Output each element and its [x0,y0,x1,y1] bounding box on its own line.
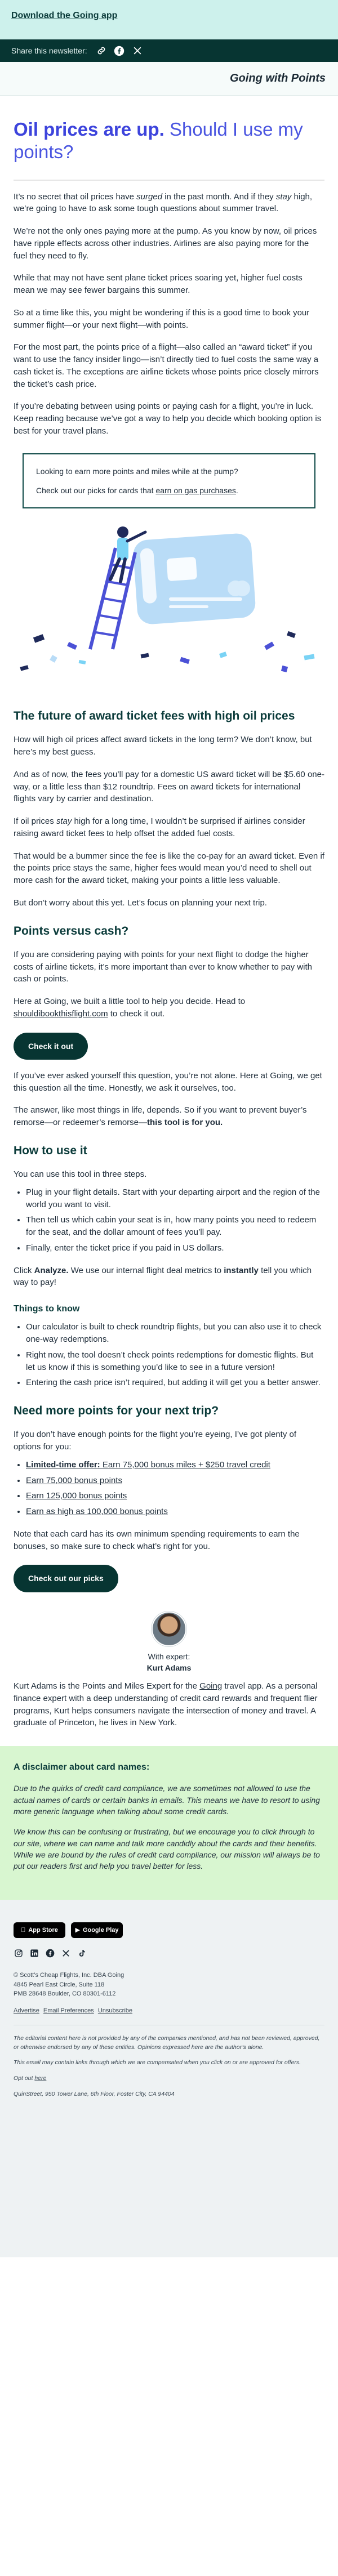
quinstreet-address: QuinStreet, 950 Tower Lane, 6th Floor, Foster City, CA 94404 [14,2090,175,2097]
expert-block [0,1611,338,1674]
section-title-award-fees: The future of award ticket fees with high oil prices [14,709,295,723]
footer-links [14,2007,324,2016]
footer [0,1900,338,2257]
how-to-use-intro: You can use this tool in three steps. [14,1169,147,1180]
opt-out-line: Opt out here [14,2075,47,2082]
social-links [14,1948,324,1958]
going-link[interactable]: Going [199,1681,223,1691]
x-twitter-icon[interactable] [61,1948,71,1958]
disclaimer-paragraph-2: We know this can be confusing or frustrating, but we encourage you to click through to our site, where we can name and talk more candidly about the cards and their benefits. While we are bound by the rules of credit card compliance, our mission will always be to put our readers first and help you travel better for less. [14,1827,320,1871]
apple-icon [21,1926,25,1935]
points-vs-cash-paragraph-4: The answer, like most things in life, depends. So if you want to prevent buyer’s remorse—or redeemer’s remorse—this tool is for you. [14,1105,307,1128]
award-fees-paragraph-4: That would be a bummer since the fee is like the co-pay for an award ticket. Even if the points price stays the same, higher fees would mean you’d need to shell out more cash for the award ticket, making your points a little less valuable. [14,851,324,886]
facebook-icon[interactable] [45,1948,55,1958]
callout-line-1: Looking to earn more points and miles while at the pump? [36,466,238,476]
card-graphic [132,533,256,625]
address-line-2: PMB 28648 Boulder, CO 80301-6112 [14,1990,116,1998]
award-fees-paragraph-1: How will high oil prices affect award tickets in the long term? We don’t know, but here’s my best guess. [14,735,312,757]
google-play-badge[interactable]: ▶ Google Play [71,1922,123,1938]
list-item [26,1459,324,1471]
brand-name: Going with Points [230,72,326,84]
list-item: • Our calculator is built to check roundtrip flights, but you can also use it to check one-way redemptions. [26,1321,324,1346]
list-item [26,1506,324,1518]
section-title-how-to-use: How to use it [14,1144,87,1157]
check-out-our-picks-button[interactable]: Check out our picks [14,1565,118,1592]
instagram-icon[interactable] [14,1948,24,1958]
credit-card-illustration [0,525,338,694]
address-line-1: 4845 Pearl East Circle, Suite 118 [14,1981,105,1988]
disclaimer-paragraph-1: Due to the quirks of credit card compliance, we are sometimes not allowed to use the actual names of cards or certain banks in emails. This means we have to resort to using more generic language when talking about some credit cards. [14,1784,320,1816]
award-fees-paragraph-5: But don’t worry about this yet. Let’s focus on planning your next trip. [14,898,267,908]
gas-purchases-link[interactable]: earn on gas purchases [155,485,236,495]
company-name: © Scott’s Cheap Flights, Inc. DBA Going [14,1972,124,1979]
app-store-badges [14,1922,324,1938]
tool-site-link[interactable]: shouldibookthisflight.com [14,1008,108,1019]
more-points-intro: If you don’t have enough points for the flight you’re eyeing, I’ve got plenty of options for you: [14,1430,296,1452]
expert-label: With expert: [148,1651,190,1661]
app-store-badge[interactable]: App Store [14,1922,65,1938]
award-fees-paragraph-2: And as of now, the fees you’ll pay for a domestic US award ticket will be $5.60 one-way, or a little less than $12 roundtrip. Fees on award tickets for international flights vary by carrier and destination. [14,769,324,804]
app-download-banner [0,0,338,39]
section-title-points-vs-cash: Points versus cash? [14,924,129,937]
offer-link-3[interactable]: Earn 125,000 bonus points [26,1491,127,1501]
list-item [26,1490,324,1502]
how-to-use-section [0,1144,338,1289]
intro-section [0,191,338,437]
points-vs-cash-paragraph-3: If you’ve ever asked yourself this question, you’re not alone. Here at Going, we get this question all the time. Honestly, we ask it ourselves, too. [14,1070,322,1093]
company-address [14,1971,324,1999]
editorial-note: The editorial content here is not provided by any of the companies mentioned, and has not been reviewed, approved, or otherwise endorsed by any of these entities. Opinions expressed here are the author’s alone. [14,2034,320,2051]
intro-paragraph-4: So at a time like this, you might be wondering if this is a good time to book your summer flight—or your next flight—with points. [14,307,310,330]
things-to-know-list [14,1321,324,1389]
expert-bio: Kurt Adams is the Points and Miles Expert for the Going travel app. As a personal finance expert with a deep understanding of credit card rewards and frequent flier programs, Kurt helps consumers navigate the intersection of money and travel. A graduate of Princeton, he lives in New York. [14,1681,318,1728]
expert-name: Kurt Adams [146,1663,192,1672]
offer-link-1[interactable]: Limited-time offer: Earn 75,000 bonus miles + $250 travel credit [26,1459,270,1470]
divider [14,180,324,181]
x-twitter-icon[interactable] [131,44,144,57]
compensation-note: This email may contain links through which we are compensated when you click on or are approved for offers. [14,2059,301,2066]
points-vs-cash-paragraph-2: Here at Going, we built a little tool to help you decide. Head to shouldibookthisflight.com to check it out. [14,997,246,1019]
unsubscribe-link[interactable]: Unsubscribe [97,2007,132,2014]
play-icon: ▶ [75,1926,80,1934]
offers-list [14,1459,324,1518]
intro-paragraph-2: We’re not the only ones paying more at the pump. As you know by now, oil prices have ripple effects across other industries. Airlines are also paying more for the fuel they need to fly. [14,226,317,261]
intro-paragraph-1: It’s no secret that oil prices have surged in the past month. And if they stay high, we’re going to have to ask some tough questions about summer travel. [14,191,313,214]
offer-link-2[interactable]: Earn 75,000 bonus points [26,1475,122,1485]
award-fees-paragraph-3: If oil prices stay high for a long time, I wouldn’t be surprised if airlines consider raising award ticket fees to help offset the added fuel costs. [14,816,305,838]
facebook-icon[interactable] [113,44,126,57]
link-icon[interactable] [95,44,108,57]
award-fees-section [0,709,338,909]
opt-out-link[interactable]: here [34,2075,47,2082]
ladder-graphic [90,548,135,649]
list-item [26,1475,324,1487]
download-app-link[interactable]: Download the Going app [11,11,118,20]
list-item: • Entering the cash price isn’t required, but adding it will get you a better answer. [26,1377,324,1389]
list-item: • Then tell us which cabin your seat is in, how many points you need to redeem for the seat, and the dollar amount of fees you’ll pay. [26,1214,324,1239]
share-bar [0,39,338,62]
intro-paragraph-6: If you’re debating between using points or paying cash for a flight, you’re in luck. Keep reading because we’ve got a way to help you decide which booking option is best for your travel plans. [14,401,322,436]
avatar [152,1611,186,1646]
headline-rest: Should I use my points? [14,119,303,163]
section-title-things-to-know: Things to know [14,1304,80,1314]
steps-list [14,1186,324,1254]
headline [0,96,338,164]
confetti [20,631,314,672]
points-vs-cash-paragraph-1: If you are considering paying with points for your next flight to dodge the higher costs of airline tickets, it’s more important than ever to know whether to pay with cash or points. [14,949,312,984]
points-vs-cash-section [0,924,338,1129]
list-item: • Plug in your flight details. Start with your departing airport and the region of the world you want to visit. [26,1186,324,1211]
gas-cards-callout [23,453,315,509]
headline-bold: Oil prices are up. [14,119,164,140]
disclaimer-title: A disclaimer about card names: [14,1762,150,1773]
list-item: • Right now, the tool doesn’t check points redemptions for domestic flights. But let us know if this is something you’d like to see in a future version! [26,1349,324,1374]
analyze-paragraph: Click Analyze. We use our internal flight deal metrics to instantly tell you which way to pay! [14,1265,312,1288]
section-title-more-points: Need more points for your next trip? [14,1404,219,1418]
list-item: • Finally, enter the ticket price if you paid in US dollars. [26,1242,324,1254]
linkedin-icon[interactable] [29,1948,39,1958]
more-points-section [0,1404,338,1592]
offer-link-4[interactable]: Earn as high as 100,000 bonus points [26,1507,168,1517]
spending-requirements-note: Note that each card has its own minimum spending requirements to earn the bonuses, so make sure to check what’s right for you. [14,1529,300,1551]
share-icons [95,44,144,57]
check-it-out-button[interactable]: Check it out [14,1033,88,1060]
intro-paragraph-3: While that may not have sent plane ticket prices soaring yet, higher fuel costs mean we may see fewer bargains this summer. [14,273,303,295]
things-to-know-section [0,1302,338,1389]
advertise-link[interactable]: Advertise [14,2007,39,2014]
brand-bar [0,62,338,96]
tiktok-icon[interactable] [77,1948,87,1958]
email-preferences-link[interactable]: Email Preferences [43,2007,94,2014]
disclaimer-box [0,1746,338,1900]
callout-line-2: Check out our picks for cards that earn on gas purchases. [36,485,238,495]
intro-paragraph-5: For the most part, the points price of a flight—also called an “award ticket” if you want to use the fancy insider lingo—isn’t directly tied to fuel costs the same way a cash ticket is. The exceptions are airline tickets whose points price closely mirrors the ticket’s cash price. [14,342,319,389]
share-label: Share this newsletter: [11,46,87,55]
